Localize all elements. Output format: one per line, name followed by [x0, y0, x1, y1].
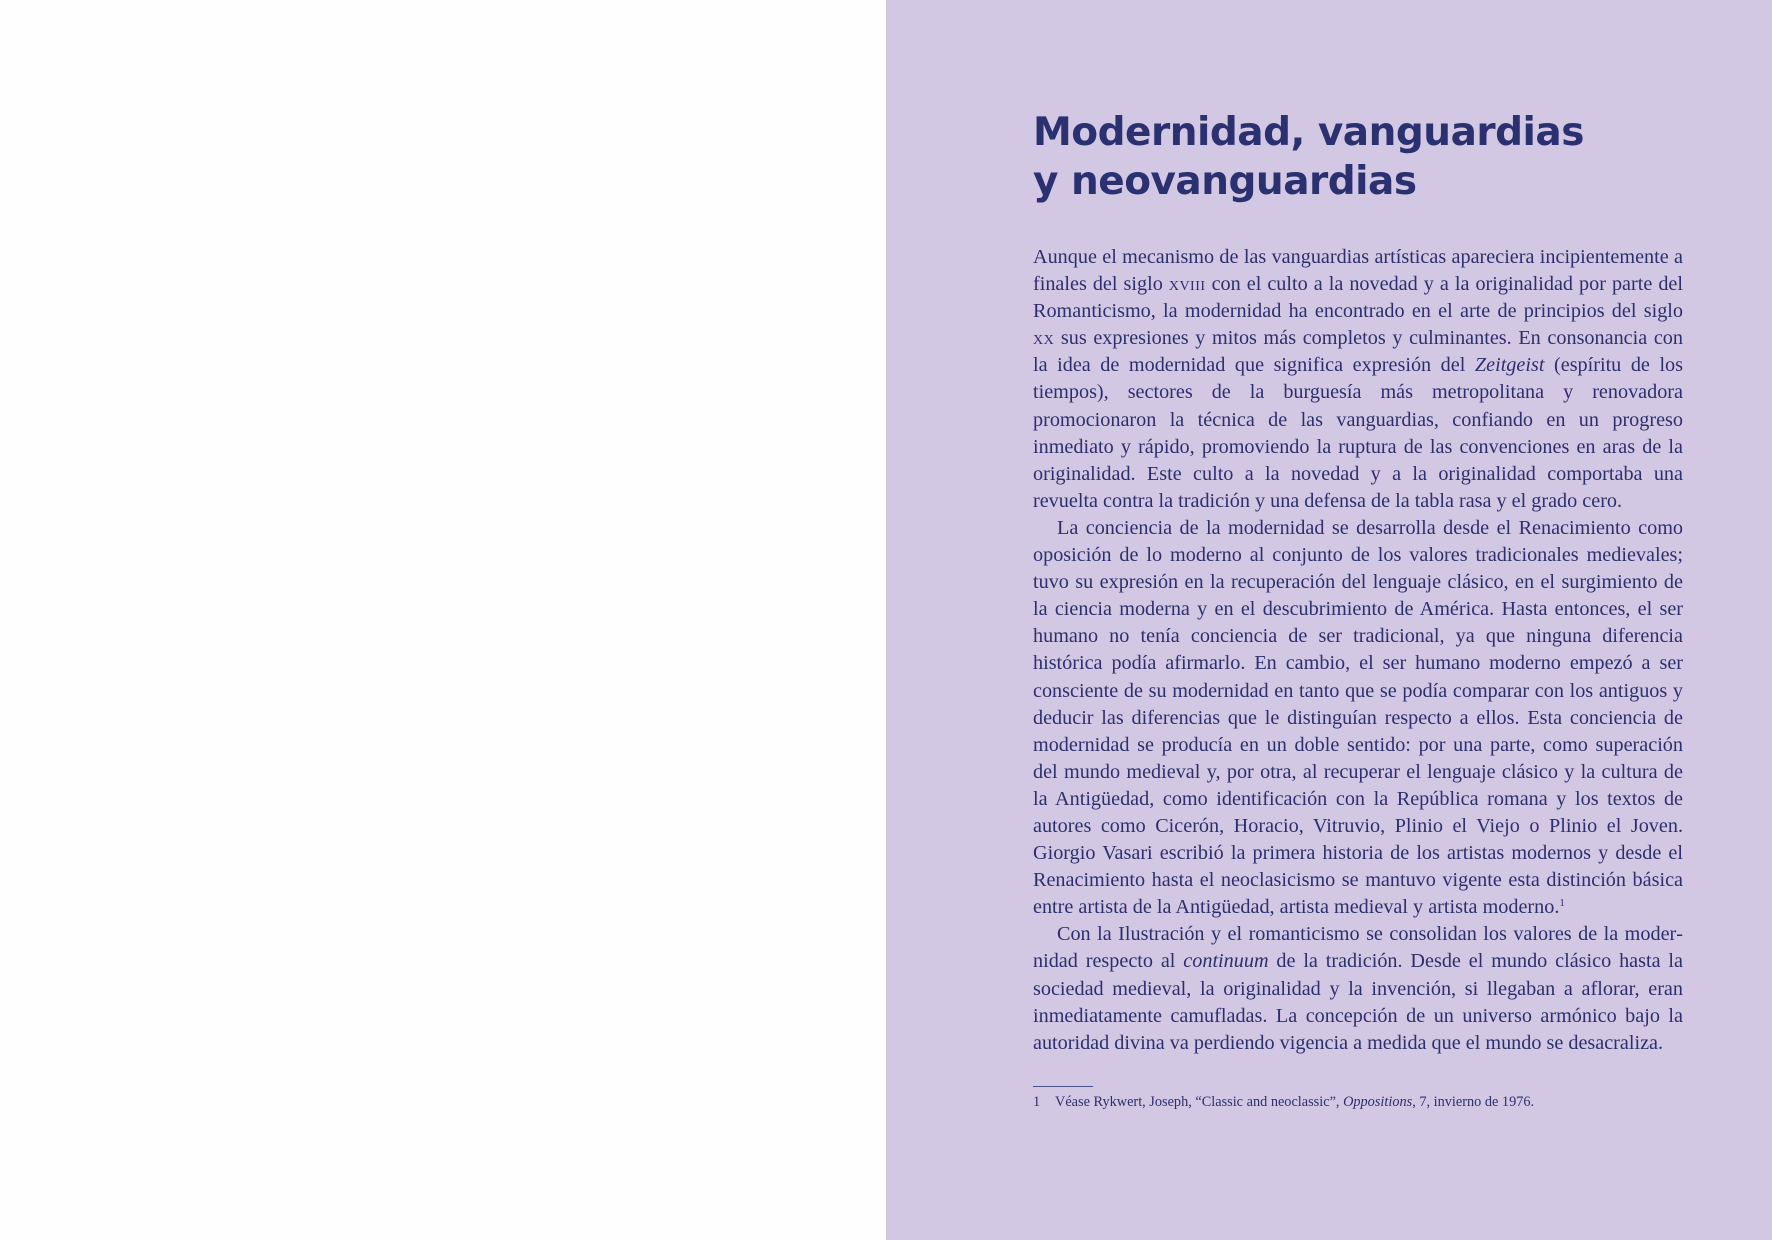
- footnote: [1033, 1093, 1683, 1112]
- footnote-text-b: , 7, invierno de 1976.: [1412, 1093, 1535, 1110]
- paragraph-3-text-b: de la tradición. Desde el mundo clásico hasta la sociedad medieval, la originalidad y la invención, si llegaban a aflorar, eran inmediatamente camufladas. La concepción de un universo armónico bajo la autoridad divina va perdiendo vigencia a medida que el mundo se desacraliza.: [1033, 950, 1683, 1054]
- century-xx: xx: [1033, 327, 1055, 350]
- century-xviii: xviii: [1168, 273, 1206, 296]
- chapter-title: [1033, 108, 1683, 206]
- footnote-text-a: Véase Rykwert, Joseph, “Classic and neoclassic”,: [1055, 1093, 1344, 1110]
- continuum-term: continuum: [1183, 950, 1269, 973]
- footnote-number: 1: [1033, 1093, 1041, 1110]
- chapter-title-line-2: y neovanguardias: [1033, 159, 1417, 204]
- footnote-text: [1055, 1093, 1534, 1112]
- zeitgeist-term: Zeitgeist: [1474, 354, 1545, 377]
- right-page: [886, 0, 1772, 1240]
- footnote-divider: [1033, 1086, 1093, 1087]
- page-content: [1033, 108, 1683, 1112]
- chapter-title-line-1: Modernidad, vanguardias: [1033, 110, 1584, 155]
- paragraph-1-text-c: sus expresiones y mitos más completos y culminantes. En consonancia con la idea de modernidad que significa expresión del: [1033, 327, 1683, 377]
- paragraph-2-text: La conciencia de la modernidad se desarrolla desde el Renacimiento como oposición de lo moderno al conjunto de los valores tradicionales medievales; tuvo su expresión en la recuperación del lenguaje clásico, en el surgimiento de la ciencia moderna y en el descubrimiento de América. Hasta entonces, el ser humano no tenía conciencia de ser tradicional, ya que ninguna diferencia histórica podía afirmarlo. En cambio, el ser humano moderno empezó a ser consciente de su modernidad en tanto que se podía comparar con los antiguos y deducir las diferencias que le distinguían respecto a ellos. Esta conciencia de modernidad se producía en un doble sentido: por una parte, como superación del mundo medieval y, por otra, al recuperar el lenguaje clásico y la cultura de la Antigüedad, como identificación con la República romana y los textos de autores como Cicerón, Horacio, Vitruvio, Plinio el Viejo o Plinio el Joven. Giorgio Vasari escribió la primera historia de los artistas modernos y desde el Renacimiento hasta el neoclasicismo se mantuvo vigente esta distinción básica entre artista de la Antigüedad, artista medieval y artista moderno.: [1033, 516, 1683, 919]
- footnote-reference[interactable]: 1: [1559, 897, 1565, 910]
- paragraph-1-text-a: Aunque el mecanismo de las vanguardias artísticas apareciera incipientemente a finales del siglo: [1033, 246, 1683, 296]
- paragraph-3: [1033, 921, 1683, 1056]
- paragraph-1: [1033, 244, 1683, 515]
- body-text: [1033, 244, 1683, 1057]
- footnote-journal: Oppositions: [1343, 1093, 1413, 1110]
- paragraph-1-text-b: con el culto a la novedad y a la originalidad por parte del Romanticismo, la modernidad ha encontrado en el arte de principios del siglo: [1033, 273, 1684, 323]
- paragraph-1-text-d: (espíritu de los tiempos), sectores de la burguesía más metropolitana y renovadora promocionaron la técnica de las vanguardias, confiando en un progreso inmediato y rápido, promoviendo la ruptura de las convenciones en aras de la originalidad. Este culto a la novedad y a la originalidad comportaba una revuelta contra la tradición y una defensa de la tabla rasa y el grado cero.: [1033, 354, 1683, 512]
- paragraph-3-text-a: Con la Ilustración y el romanticismo se consolidan los valores de la modernidad respecto al: [1033, 923, 1683, 973]
- paragraph-2: [1033, 515, 1683, 921]
